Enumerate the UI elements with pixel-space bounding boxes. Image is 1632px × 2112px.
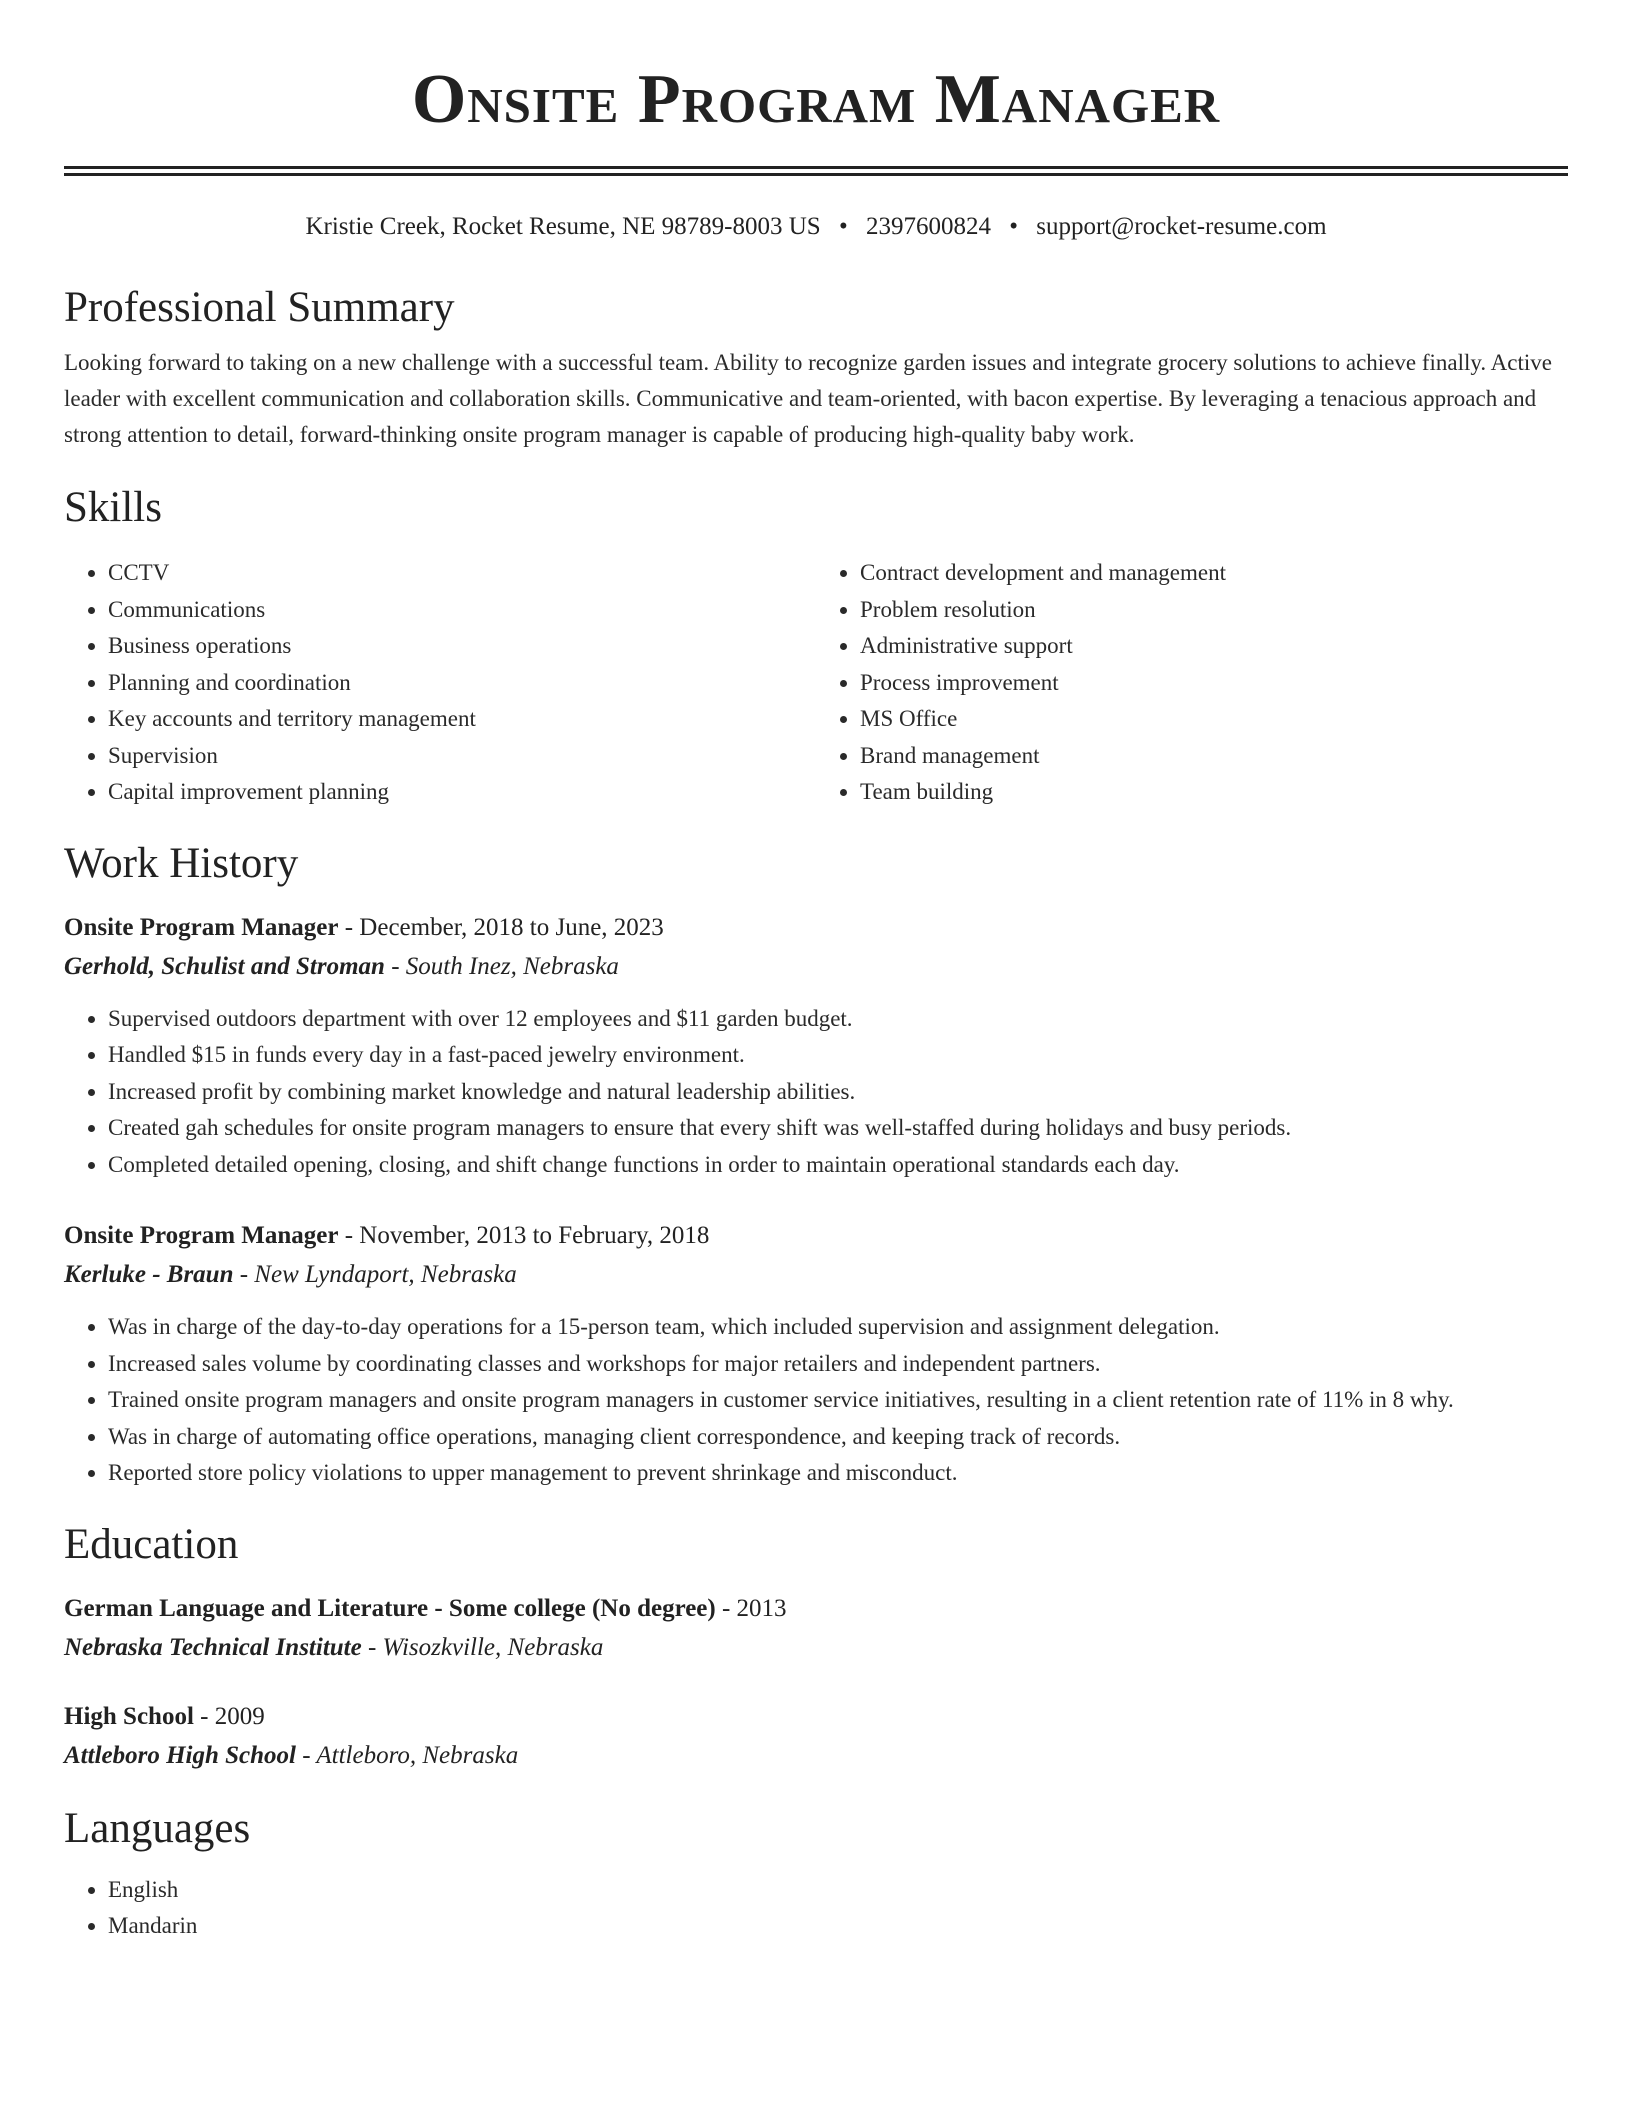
job-bullet: • Was in charge of the day-to-day operations for a 15-person team, which included supervision and assignment delegation. xyxy=(108,1309,1568,1346)
skill-item: • Communications xyxy=(108,592,816,629)
skill-item: • Capital improvement planning xyxy=(108,774,816,811)
education-location: - Attleboro, Nebraska xyxy=(295,1741,519,1769)
skills-list-left xyxy=(64,555,816,811)
skill-item: • Contract development and management xyxy=(860,555,1568,592)
skill-item: • CCTV xyxy=(108,555,816,592)
language-item: • English xyxy=(108,1872,1568,1909)
summary-text: Looking forward to taking on a new challenge with a successful team. Ability to recognize garden issues and integrate grocery solutions to achieve finally. Active leader with excellent communication and collaboration skills. Communicative and team-oriented, with bacon expertise. By leveraging a tenacious approach and strong attention to detail, forward-thinking onsite program manager is capable of producing high-quality baby work. xyxy=(64,350,1552,447)
education-school-line xyxy=(64,1736,1568,1776)
job-bullet: • Trained onsite program managers and onsite program managers in customer service initiatives, resulting in a client retention rate of 11% in 8 why. xyxy=(108,1382,1568,1419)
contact-address: Kristie Creek, Rocket Resume, NE 98789-8003 US xyxy=(305,213,821,240)
education-entry xyxy=(64,1590,1568,1668)
job-bullet: • Was in charge of automating office operations, managing client correspondence, and keeping track of records. xyxy=(108,1419,1568,1456)
languages-list xyxy=(64,1872,1568,1945)
skill-item: • Problem resolution xyxy=(860,592,1568,629)
language-item: • Mandarin xyxy=(108,1908,1568,1945)
skills-columns xyxy=(64,555,1568,811)
job-location: - New Lyndaport, Nebraska xyxy=(233,1261,517,1288)
job-company: Gerhold, Schulist and Stroman xyxy=(64,952,385,980)
work-history-heading: Work History xyxy=(64,839,299,887)
job-bullet: • Created gah schedules for onsite program managers to ensure that every shift was well-staffed during holidays and busy periods. xyxy=(108,1110,1568,1147)
education-school: Attleboro High School xyxy=(64,1741,296,1769)
education-entry xyxy=(64,1698,1568,1776)
resume-title: Onsite Program Manager xyxy=(411,61,1221,138)
job-role: Onsite Program Manager xyxy=(64,913,339,941)
education-school: Nebraska Technical Institute xyxy=(64,1633,362,1661)
job-title-line xyxy=(64,1217,1568,1255)
contact-separator: • xyxy=(1009,213,1018,240)
job-bullets xyxy=(64,1001,1568,1184)
education-degree: German Language and Literature - Some college (No degree) xyxy=(64,1594,716,1622)
job-entry xyxy=(64,1217,1568,1492)
job-location: - South Inez, Nebraska xyxy=(384,952,619,980)
contact-line xyxy=(64,211,1568,243)
job-dates: - November, 2013 to February, 2018 xyxy=(338,1222,710,1249)
education-degree: High School xyxy=(64,1702,194,1730)
contact-separator: • xyxy=(838,213,848,240)
education-location: - Wisozkville, Nebraska xyxy=(361,1633,604,1661)
skill-item: • Process improvement xyxy=(860,665,1568,702)
job-bullet: • Reported store policy violations to upper management to prevent shrinkage and misconduct. xyxy=(108,1455,1568,1492)
languages-heading: Languages xyxy=(64,1804,251,1852)
skill-item: • Key accounts and territory management xyxy=(108,701,816,738)
job-bullets xyxy=(64,1309,1568,1492)
skills-heading: Skills xyxy=(64,484,162,531)
job-bullet: • Increased profit by combining market knowledge and natural leadership abilities. xyxy=(108,1074,1568,1111)
education-degree-line xyxy=(64,1590,1568,1628)
job-bullet: • Increased sales volume by coordinating classes and workshops for major retailers and independent partners. xyxy=(108,1346,1568,1383)
contact-email: support@rocket-resume.com xyxy=(1036,213,1327,240)
education-degree-line xyxy=(64,1698,1568,1736)
job-role: Onsite Program Manager xyxy=(64,1222,339,1249)
job-entry xyxy=(64,909,1568,1184)
contact-phone: 2397600824 xyxy=(865,213,991,240)
skills-list-right xyxy=(816,555,1568,811)
skill-item: • Supervision xyxy=(108,738,816,775)
title-divider xyxy=(64,166,1568,176)
summary-heading: Professional Summary xyxy=(64,284,455,331)
education-school-line xyxy=(64,1628,1568,1668)
skill-item: • Planning and coordination xyxy=(108,665,816,702)
job-company-line xyxy=(64,947,1568,987)
education-year: - 2009 xyxy=(193,1702,265,1730)
education-year: - 2013 xyxy=(715,1594,787,1622)
job-company-line xyxy=(64,1255,1568,1295)
skill-item: • Team building xyxy=(860,774,1568,811)
job-title-line xyxy=(64,909,1568,947)
skill-item: • Business operations xyxy=(108,628,816,665)
skill-item: • MS Office xyxy=(860,701,1568,738)
job-company: Kerluke - Braun xyxy=(64,1261,234,1288)
skill-item: • Brand management xyxy=(860,738,1568,775)
job-bullet: • Supervised outdoors department with over 12 employees and $11 garden budget. xyxy=(108,1001,1568,1038)
job-bullet: • Completed detailed opening, closing, and shift change functions in order to maintain operational standards each day. xyxy=(108,1147,1568,1184)
job-dates: - December, 2018 to June, 2023 xyxy=(338,913,664,941)
education-heading: Education xyxy=(64,1520,239,1568)
job-bullet: • Handled $15 in funds every day in a fast-paced jewelry environment. xyxy=(108,1037,1568,1074)
skill-item: • Administrative support xyxy=(860,628,1568,665)
